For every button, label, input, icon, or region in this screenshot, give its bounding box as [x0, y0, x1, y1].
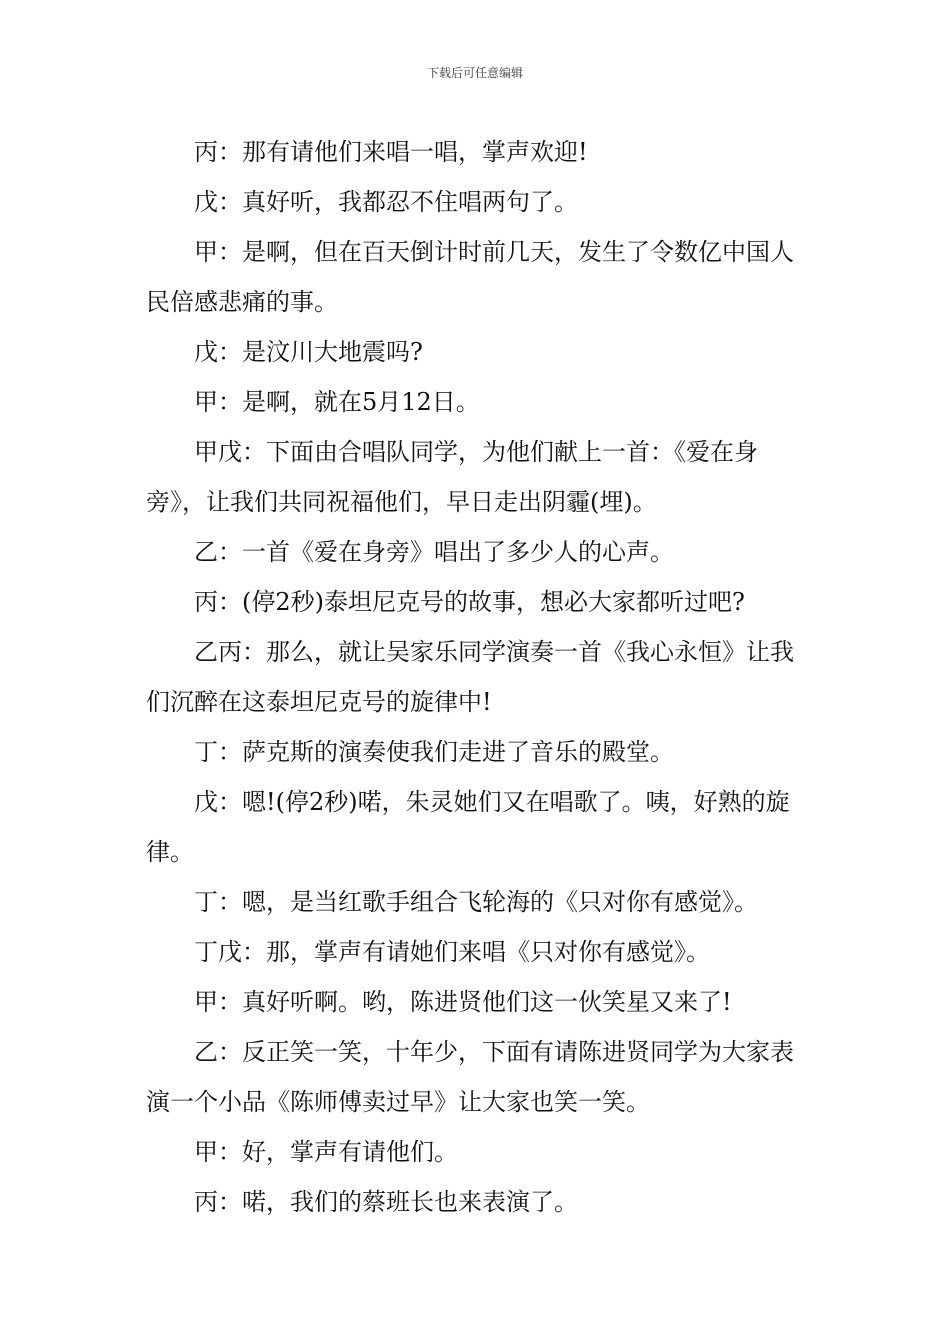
page-header: 下载后可任意编辑 [426, 66, 523, 80]
paragraph: 甲戊：下面由合唱队同学，为他们献上一首：《爱在身旁》，让我们共同祝福他们，早日走出阴霾(埋)。 [146, 438, 758, 516]
paragraph: 丙：喏，我们的蔡班长也来表演了。 [194, 1188, 578, 1216]
paragraph: 乙：一首《爱在身旁》唱出了多少人的心声。 [194, 538, 674, 566]
paragraph: 乙：反正笑一笑，十年少，下面有请陈进贤同学为大家表演一个小品《陈师傅卖过早》让大家也笑一笑。 [146, 1038, 794, 1116]
document-body [146, 127, 810, 1227]
paragraph: 丁戊：那，掌声有请她们来唱《只对你有感觉》。 [194, 938, 710, 966]
paragraph: 甲：好，掌声有请他们。 [194, 1138, 458, 1166]
paragraph: 丁：萨克斯的演奏使我们走进了音乐的殿堂。 [194, 738, 674, 766]
paragraph: 甲：是啊，就在5月12日。 [194, 388, 480, 416]
paragraph: 戊：嗯!(停2秒)喏，朱灵她们又在唱歌了。咦，好熟的旋律。 [146, 788, 790, 866]
paragraph: 乙丙：那么，就让吴家乐同学演奏一首《我心永恒》让我们沉醉在这泰坦尼克号的旋律中! [146, 638, 794, 716]
paragraph: 戊：是汶川大地震吗? [194, 338, 423, 366]
paragraph: 丁：嗯，是当红歌手组合飞轮海的《只对你有感觉》。 [194, 888, 758, 916]
paragraph: 丙：(停2秒)泰坦尼克号的故事，想必大家都听过吧? [194, 588, 745, 616]
paragraph: 甲：真好听啊。哟，陈进贤他们这一伙笑星又来了! [194, 988, 732, 1016]
paragraph: 丙：那有请他们来唱一唱，掌声欢迎! [194, 138, 588, 166]
paragraph: 甲：是啊，但在百天倒计时前几天，发生了令数亿中国人民倍感悲痛的事。 [146, 238, 794, 316]
paragraph: 戊：真好听，我都忍不住唱两句了。 [194, 188, 578, 216]
